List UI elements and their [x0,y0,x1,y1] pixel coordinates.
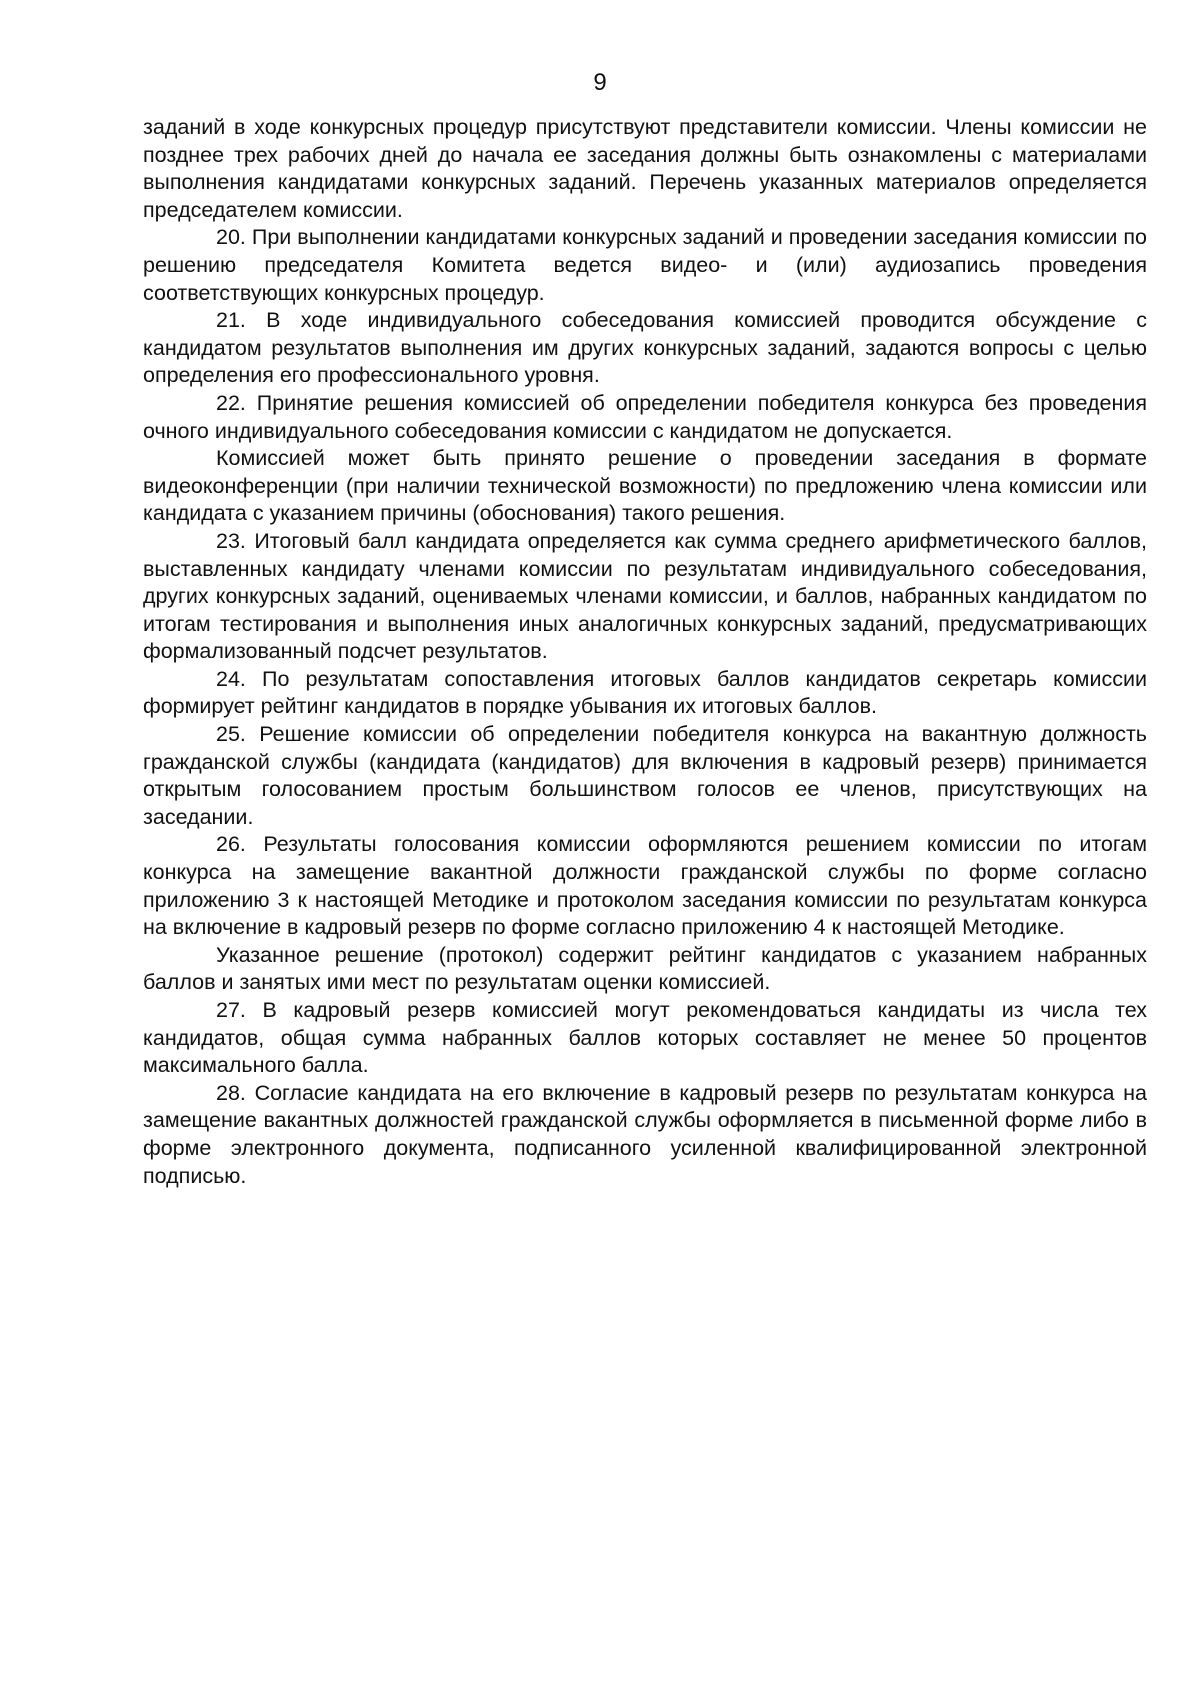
paragraph-item-20: 20. При выполнении кандидатами конкурсных заданий и проведении заседания комиссии по решению председателя Комитета ведется видео- и (или) аудиозапись проведения соответствующих конкурсных процедур. [143,225,1147,305]
paragraph-videoconference: Комиссией может быть принято решение о проведении заседания в формате видеоконференции (при наличии технической возможности) по предложению члена комиссии или кандидата с указанием причины (обоснования) такого решения. [143,446,1147,526]
paragraph-decision-rating: Указанное решение (протокол) содержит рейтинг кандидатов с указанием набранных баллов и занятых ими мест по результатам оценки комиссией. [143,942,1147,995]
paragraph-item-28: 28. Согласие кандидата на его включение в кадровый резерв по результатам конкурса на замещение вакантных должностей гражданской службы оформляется в письменной форме либо в форме электронного документа, подписанного усиленной квалифицированной электронной подписью. [143,1080,1147,1188]
paragraph-continuation: заданий в ходе конкурсных процедур присутствуют представители комиссии. Члены комиссии не позднее трех рабочих дней до начала ее заседания должны быть ознакомлены с материалами выполнения кандидатами конкурсных заданий. Перечень указанных материалов определяется председателем комиссии. [143,115,1147,222]
paragraph-item-27: 27. В кадровый резерв комиссией могут рекомендоваться кандидаты из числа тех кандидатов, общая сумма набранных баллов которых составляет не менее 50 процентов максимального балла. [143,998,1147,1078]
paragraph-item-23: 23. Итоговый балл кандидата определяется как сумма среднего арифметического баллов, выставленных кандидату членами комиссии по результатам индивидуального собеседования, других конкурсных заданий, оцениваемых членами комиссии, и баллов, набранных кандидатом по итогам тестирования и выполнения иных аналогичных конкурсных заданий, предусматривающих формализованный подсчет результатов. [143,528,1147,664]
paragraph-item-26: 26. Результаты голосования комиссии оформляются решением комиссии по итогам конкурса на замещение вакантной должности гражданской службы по форме согласно приложению 3 к настоящей Методике и протоколом заседания комиссии по результатам конкурса на включение в кадровый резерв по форме согласно приложению 4 к настоящей Методике. [143,832,1147,940]
paragraph-item-25: 25. Решение комиссии об определении победителя конкурса на вакантную должность гражданской службы (кандидата (кандидатов) для включения в кадровый резерв) принимается открытым голосованием простым большинством голосов ее членов, присутствующих на заседании. [143,722,1147,829]
paragraph-item-21: 21. В ходе индивидуального собеседования комиссией проводится обсуждение с кандидатом результатов выполнения им других конкурсных заданий, задаются вопросы с целью определения его профессионального уровня. [143,308,1147,388]
paragraph-item-24: 24. По результатам сопоставления итоговых баллов кандидатов секретарь комиссии формирует рейтинг кандидатов в порядке убывания их итоговых баллов. [143,666,1147,719]
paragraph-item-22: 22. Принятие решения комиссией об определении победителя конкурса без проведения очного индивидуального собеседования комиссии с кандидатом не допускается. [143,390,1147,443]
page-number: 9 [593,69,607,96]
document-body [143,114,1147,1190]
